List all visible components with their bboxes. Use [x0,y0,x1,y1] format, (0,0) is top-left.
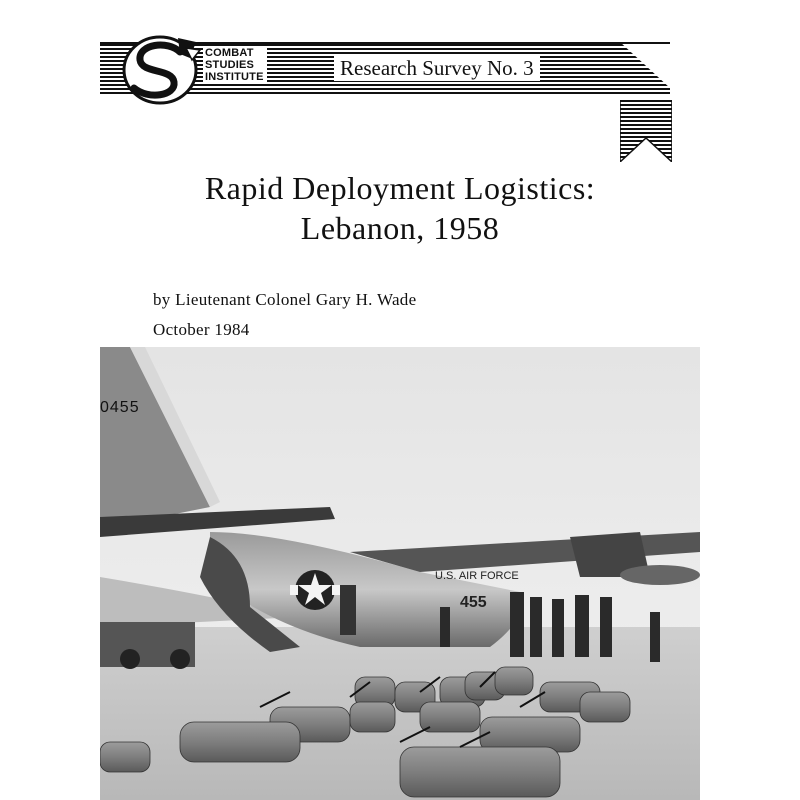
title-line-2: Lebanon, 1958 [300,210,500,246]
logo-line-1: COMBAT [205,47,254,59]
institute-name [203,46,267,84]
ribbon-tail [620,100,672,162]
title-line-1: Rapid Deployment Logistics: [204,170,596,206]
author-byline: by Lieutenant Colonel Gary H. Wade [153,290,417,309]
aircraft-tail-number: 0455 [100,399,140,416]
cover-photo [100,347,700,800]
csi-logo-icon [120,30,202,106]
logo-line-2: STUDIES [205,59,255,71]
document-title [0,168,800,248]
fuselage-marking: U.S. AIR FORCE [435,570,519,582]
logo-line-3: INSTITUTE [205,71,264,83]
publication-date: October 1984 [153,320,250,339]
series-label: Research Survey No. 3 [334,55,540,81]
fuselage-number: 455 [460,594,487,611]
